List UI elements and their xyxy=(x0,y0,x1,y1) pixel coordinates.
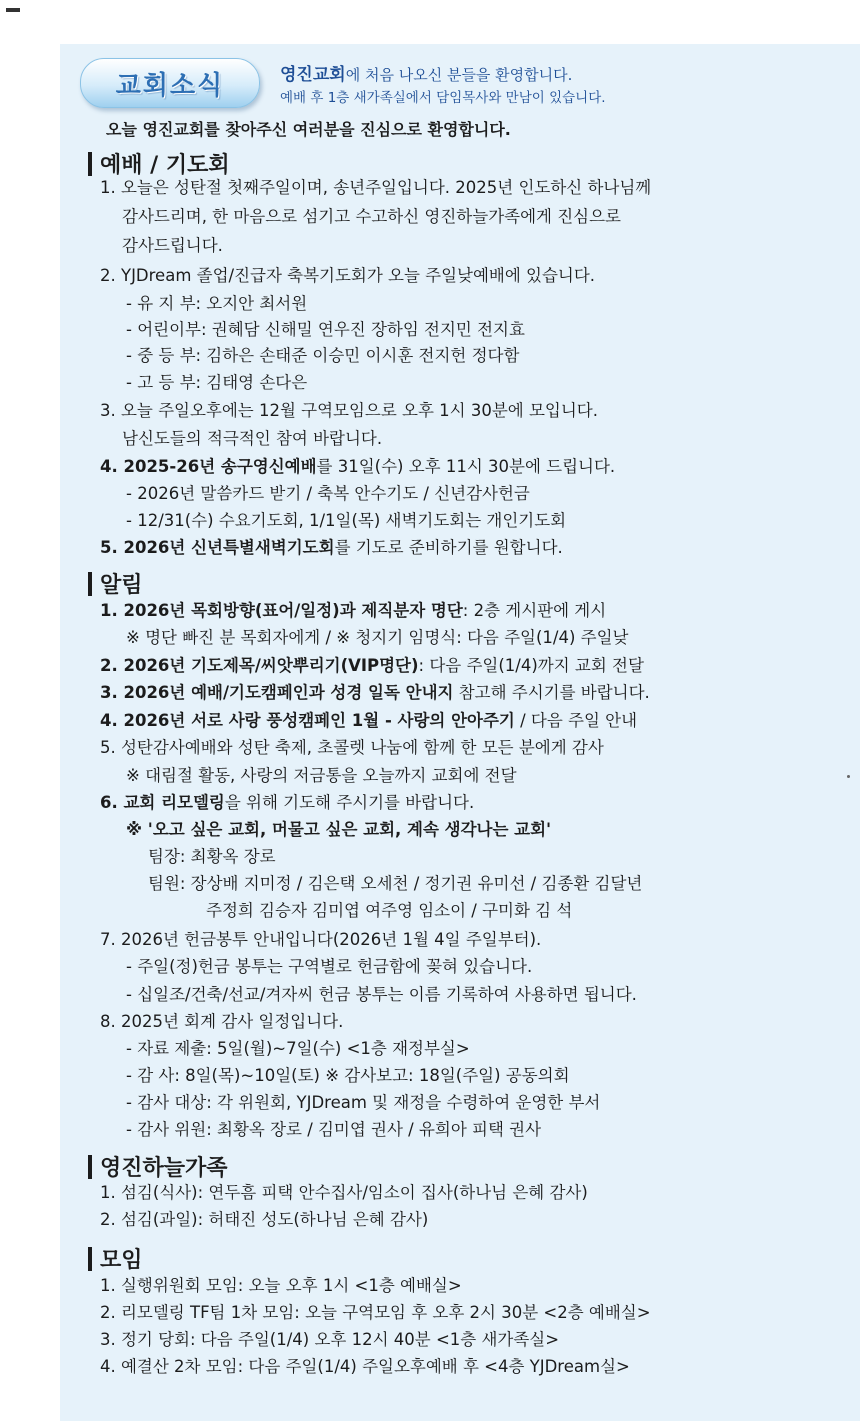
worship-line: 남신도들의 적극적인 참여 바랍니다. xyxy=(122,429,383,448)
notice-line: - 감사 위원: 최황옥 장로 / 김미엽 권사 / 유희아 피택 권사 xyxy=(126,1120,542,1139)
worship-line: 감사드리며, 한 마음으로 섬기고 수고하신 영진하늘가족에게 진심으로 xyxy=(122,207,621,226)
text: : 다음 주일(1/4)까지 교회 전달 xyxy=(418,656,644,675)
section-family xyxy=(88,1151,228,1182)
text: 를 기도로 준비하기를 원합니다. xyxy=(334,538,563,557)
section-worship xyxy=(88,148,230,179)
notice-line xyxy=(100,683,650,703)
welcome-line-2: 예배 후 1층 새가족실에서 담임목사와 만남이 있습니다. xyxy=(280,90,606,106)
section-bar xyxy=(88,1155,92,1179)
section-title: 영진하늘가족 xyxy=(100,1156,228,1181)
notice-line xyxy=(100,793,474,813)
worship-line: - 중 등 부: 김하은 손태준 이승민 이시훈 전지헌 정다함 xyxy=(126,346,520,365)
notice-line: 7. 2026년 헌금봉투 안내입니다(2026년 1월 4일 주일부터). xyxy=(100,930,542,949)
notice-line xyxy=(100,656,644,676)
badge-title: 교회소식 xyxy=(115,70,225,101)
notice-line: ※ 명단 빠진 분 목회자에게 / ※ 청지기 임명식: 다음 주일(1/4) 주일낮 xyxy=(126,628,629,647)
scan-dot xyxy=(847,775,850,778)
section-meetings xyxy=(88,1243,143,1274)
family-line: 1. 섬김(식사): 연두흠 피택 안수집사/임소이 집사(하나님 은혜 감사) xyxy=(100,1183,588,1202)
notice-line xyxy=(100,711,637,731)
notice-line: - 감 사: 8일(목)~10일(토) ※ 감사보고: 18일(주일) 공동의회 xyxy=(126,1066,570,1085)
corner-mark xyxy=(6,8,20,12)
notice-line: - 십일조/건축/선교/겨자씨 헌금 봉투는 이름 기록하여 사용하면 됩니다. xyxy=(126,985,637,1004)
intro-line: 오늘 영진교회를 찾아주신 여러분을 진심으로 환영합니다. xyxy=(106,120,511,139)
worship-line: - 고 등 부: 김태영 손다은 xyxy=(126,373,308,392)
church-news-badge xyxy=(80,58,260,108)
notice-line: 팀원: 장상배 지미정 / 김은택 오세천 / 정기권 유미선 / 김종환 김달년 xyxy=(148,874,643,893)
worship-line: - 12/31(수) 수요기도회, 1/1일(목) 새벽기도회는 개인기도회 xyxy=(126,511,567,530)
text: 을 위해 기도해 주시기를 바랍니다. xyxy=(224,793,475,812)
section-title: 알림 xyxy=(100,573,143,598)
welcome-line-1 xyxy=(280,60,572,85)
notice-line: ※ 대림절 활동, 사랑의 저금통을 오늘까지 교회에 전달 xyxy=(126,766,517,785)
church-name: 영진교회 xyxy=(280,65,346,85)
worship-line: - 2026년 말씀카드 받기 / 축복 안수기도 / 신년감사헌금 xyxy=(126,484,530,503)
bold-text: 3. 2026년 예배/기도캠페인과 성경 일독 안내지 xyxy=(100,683,454,702)
family-line: 2. 섬김(과일): 허태진 성도(하나님 은혜 감사) xyxy=(100,1210,429,1229)
worship-line: - 유 지 부: 오지안 최서원 xyxy=(126,294,308,313)
bold-text: 6. 교회 리모델링 xyxy=(100,793,225,812)
bold-text: 1. 2026년 목회방향(표어/일정)과 제직분자 명단 xyxy=(100,601,463,620)
notice-line: - 자료 제출: 5일(월)~7일(수) <1층 재정부실> xyxy=(126,1039,470,1058)
notice-line: 5. 성탄감사예배와 성탄 축제, 초콜렛 나눔에 함께 한 모든 분에게 감사 xyxy=(100,738,604,757)
notice-line: 주정희 김승자 김미엽 여주영 임소이 / 구미화 김 석 xyxy=(206,901,573,920)
text: : 2층 게시판에 게시 xyxy=(462,601,607,620)
section-bar xyxy=(88,572,92,596)
section-bar xyxy=(88,1247,92,1271)
notice-line: 8. 2025년 회계 감사 일정입니다. xyxy=(100,1012,344,1031)
section-bar xyxy=(88,152,92,176)
text: / 다음 주일 안내 xyxy=(514,711,638,730)
meeting-line: 2. 리모델링 TF팀 1차 모임: 오늘 구역모임 후 오후 2시 30분 <2층 예배실> xyxy=(100,1303,651,1322)
bold-text: 2. 2026년 기도제목/씨앗뿌리기(VIP명단) xyxy=(100,656,419,675)
notice-line: ※ '오고 싶은 교회, 머물고 싶은 교회, 계속 생각나는 교회' xyxy=(126,820,552,839)
worship-line: 2. YJDream 졸업/진급자 축복기도회가 오늘 주일낮예배에 있습니다. xyxy=(100,266,596,285)
worship-line xyxy=(100,457,615,477)
section-title: 예배 / 기도회 xyxy=(100,153,230,178)
worship-line: 3. 오늘 주일오후에는 12월 구역모임으로 오후 1시 30분에 모입니다. xyxy=(100,401,598,420)
welcome-text: 에 처음 나오신 분들을 환영합니다. xyxy=(345,66,573,84)
bold-text: 4. 2025-26년 송구영신예배 xyxy=(100,457,317,476)
notice-line: - 감사 대상: 각 위원회, YJDream 및 재정을 수령하여 운영한 부서 xyxy=(126,1093,601,1112)
notice-line: - 주일(정)헌금 봉투는 구역별로 헌금함에 꽂혀 있습니다. xyxy=(126,957,533,976)
meeting-line: 4. 예결산 2차 모임: 다음 주일(1/4) 주일오후예배 후 <4층 YJDream실> xyxy=(100,1357,630,1376)
meeting-line: 1. 실행위원회 모임: 오늘 오후 1시 <1층 예배실> xyxy=(100,1276,462,1295)
worship-line: 감사드립니다. xyxy=(122,236,223,255)
text: 를 31일(수) 오후 11시 30분에 드립니다. xyxy=(316,457,616,476)
notice-line xyxy=(100,601,606,621)
notice-line: 팀장: 최황옥 장로 xyxy=(148,847,276,866)
worship-line xyxy=(100,538,563,558)
section-title: 모임 xyxy=(100,1248,143,1273)
worship-line: 1. 오늘은 성탄절 첫째주일이며, 송년주일입니다. 2025년 인도하신 하나님께 xyxy=(100,178,652,197)
meeting-line: 3. 정기 당회: 다음 주일(1/4) 오후 12시 40분 <1층 새가족실> xyxy=(100,1330,560,1349)
section-notices xyxy=(88,568,143,599)
bold-text: 5. 2026년 신년특별새벽기도회 xyxy=(100,538,335,557)
text: 참고해 주시기를 바랍니다. xyxy=(453,683,650,702)
bold-text: 4. 2026년 서로 사랑 풍성캠페인 1월 - 사랑의 안아주기 xyxy=(100,711,515,730)
worship-line: - 어린이부: 권혜담 신해밀 연우진 장하임 전지민 전지효 xyxy=(126,320,525,339)
